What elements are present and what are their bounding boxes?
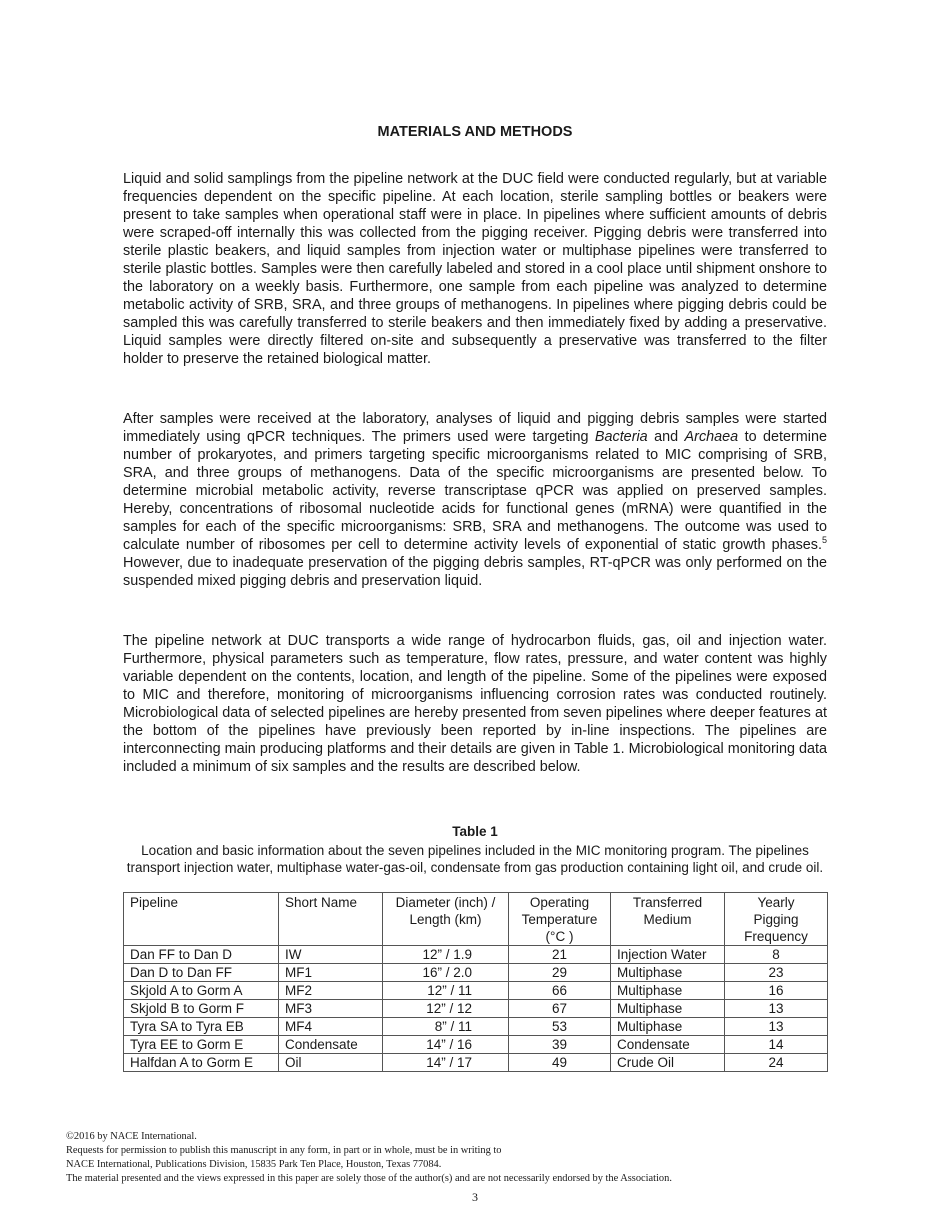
cell-diameter-length: 12” / 11 — [383, 982, 509, 1000]
footer-copyright-line: ©2016 by NACE International. — [66, 1131, 197, 1142]
cell-medium: Multiphase — [611, 1000, 725, 1018]
cell-pigging-frequency: 13 — [725, 1000, 828, 1018]
paragraph-text: and — [647, 429, 685, 445]
header-diameter-length: Diameter (inch) / Length (km) — [383, 893, 509, 946]
table-row — [124, 982, 828, 1000]
copyright-footer — [66, 1130, 886, 1186]
table-row — [124, 1054, 828, 1072]
cell-short-name: Oil — [279, 1054, 383, 1072]
cell-temperature: 53 — [509, 1018, 611, 1036]
cell-temperature: 66 — [509, 982, 611, 1000]
cell-pigging-frequency: 8 — [725, 946, 828, 964]
paragraph-text: However, due to inadequate preservation of the pigging debris samples, RT-qPCR was only performed on the suspended mixed pigging debris and preservation liquid. — [123, 555, 827, 589]
cell-medium: Condensate — [611, 1036, 725, 1054]
cell-short-name: MF1 — [279, 964, 383, 982]
table-row — [124, 1000, 828, 1018]
table-caption: Location and basic information about the seven pipelines included in the MIC monitoring program. The pipelines transport injection water, multiphase water-gas-oil, condensate from gas production containing light oil, and crude oil. — [126, 843, 824, 875]
cell-pigging-frequency: 24 — [725, 1054, 828, 1072]
cell-pigging-frequency: 14 — [725, 1036, 828, 1054]
cell-diameter-length: 16” / 2.0 — [383, 964, 509, 982]
cell-pipeline: Skjold A to Gorm A — [124, 982, 279, 1000]
paragraph-text: to determine number of prokaryotes, and primers targeting specific microorganisms related to MIC comprising of SRB, SRA, and three groups of methanogens. Data of the specific microorganisms are presented below. To determine microbial metabolic activity, reverse transcriptase qPCR was applied on preserved samples. Hereby, concentrations of ribosomal nucleotide acids for functional genes (mRNA) were quantified in the samples for each of the specific microorganisms: SRB, SRA and methanogens. The outcome was used to calculate number of ribosomes per cell to determine activity levels of exponential of static growth phases. — [123, 429, 827, 553]
section-heading: MATERIALS AND METHODS — [377, 124, 573, 140]
footer-permission-line: Requests for permission to publish this manuscript in any form, in part or in whole, must be in writing to — [66, 1145, 502, 1156]
italic-term-bacteria: Bacteria — [594, 429, 648, 445]
cell-short-name: IW — [279, 946, 383, 964]
cell-pipeline: Skjold B to Gorm F — [124, 1000, 279, 1018]
cell-short-name: MF4 — [279, 1018, 383, 1036]
cell-pipeline: Halfdan A to Gorm E — [124, 1054, 279, 1072]
table-header-row — [124, 893, 828, 946]
table-row — [124, 946, 828, 964]
cell-pigging-frequency: 23 — [725, 964, 828, 982]
header-pipeline: Pipeline — [124, 893, 279, 946]
cell-diameter-length: 12” / 12 — [383, 1000, 509, 1018]
paragraph-analysis — [123, 410, 827, 590]
cell-temperature: 49 — [509, 1054, 611, 1072]
header-transferred-medium: Transferred Medium — [611, 893, 725, 946]
cell-diameter-length: 12” / 1.9 — [383, 946, 509, 964]
cell-medium: Multiphase — [611, 964, 725, 982]
cell-temperature: 21 — [509, 946, 611, 964]
cell-short-name: MF3 — [279, 1000, 383, 1018]
cell-medium: Crude Oil — [611, 1054, 725, 1072]
table-title: Table 1 — [452, 824, 498, 839]
cell-pipeline: Dan FF to Dan D — [124, 946, 279, 964]
cell-short-name: MF2 — [279, 982, 383, 1000]
header-operating-temperature: Operating Temperature (°C ) — [509, 893, 611, 946]
paragraph-text: After samples were received at the laboratory, analyses of liquid and pigging debris samples were started immediately using qPCR techniques. The primers used were targeting — [123, 411, 827, 445]
pipelines-table — [123, 892, 828, 1072]
cell-short-name: Condensate — [279, 1036, 383, 1054]
cell-medium: Multiphase — [611, 982, 725, 1000]
header-short-name: Short Name — [279, 893, 383, 946]
cell-pigging-frequency: 13 — [725, 1018, 828, 1036]
cell-medium: Injection Water — [611, 946, 725, 964]
citation-superscript: 5 — [821, 535, 827, 546]
cell-medium: Multiphase — [611, 1018, 725, 1036]
cell-diameter-length: 8” / 11 — [383, 1018, 509, 1036]
footer-address-line: NACE International, Publications Division, 15835 Park Ten Place, Houston, Texas 77084. — [66, 1159, 442, 1170]
table-row — [124, 964, 828, 982]
cell-temperature: 39 — [509, 1036, 611, 1054]
header-pigging-frequency: Yearly Pigging Frequency — [725, 893, 828, 946]
cell-temperature: 29 — [509, 964, 611, 982]
cell-pipeline: Tyra EE to Gorm E — [124, 1036, 279, 1054]
cell-pipeline: Tyra SA to Tyra EB — [124, 1018, 279, 1036]
cell-diameter-length: 14” / 17 — [383, 1054, 509, 1072]
table-row — [124, 1018, 828, 1036]
page-number: 3 — [472, 1190, 478, 1204]
paragraph-sampling: Liquid and solid samplings from the pipeline network at the DUC field were conducted regularly, but at variable frequencies dependent on the specific pipeline. At each location, sterile sampling bottles or beakers were present to take samples when operational staff were in place. In pipelines where sufficient amounts of debris were scraped-off internally this was collected from the pigging receiver. Pigging debris were transferred into sterile plastic beakers, and liquid samples from injection water or multiphase pipelines were transferred to sterile plastic bottles. Samples were then carefully labeled and stored in a cool place until shipment onshore to the laboratory on a weekly basis. Furthermore, one sample from each pipeline was analyzed to determine metabolic activity of SRB, SRA, and three groups of methanogens. In pipelines where pigging debris could be sampled this was carefully transferred to sterile beakers and then immediately fixed by adding a preservative. Liquid samples were directly filtered on-site and subsequently a preservative was transferred to the filter holder to preserve the retained biological matter. — [123, 171, 827, 367]
table-row — [124, 1036, 828, 1054]
cell-diameter-length: 14” / 16 — [383, 1036, 509, 1054]
cell-pigging-frequency: 16 — [725, 982, 828, 1000]
italic-term-archaea: Archaea — [684, 429, 739, 445]
cell-temperature: 67 — [509, 1000, 611, 1018]
paragraph-pipeline-network: The pipeline network at DUC transports a wide range of hydrocarbon fluids, gas, oil and injection water. Furthermore, physical parameters such as temperature, flow rates, pressure, and water content was highly variable dependent on the contents, location, and length of the pipeline. Some of the pipelines were exposed to MIC and therefore, monitoring of microorganisms influencing corrosion rates was conducted routinely. Microbiological data of selected pipelines are hereby presented from seven pipelines where deeper features at the bottom of the pipelines have previously been reported by in-line inspections. The pipelines are interconnecting main producing platforms and their details are given in Table 1. Microbiological monitoring data included a minimum of six samples and the results are described below. — [123, 633, 827, 775]
cell-pipeline: Dan D to Dan FF — [124, 964, 279, 982]
footer-disclaimer-line: The material presented and the views expressed in this paper are solely those of the author(s) and are not necessarily endorsed by the Association. — [66, 1173, 672, 1184]
